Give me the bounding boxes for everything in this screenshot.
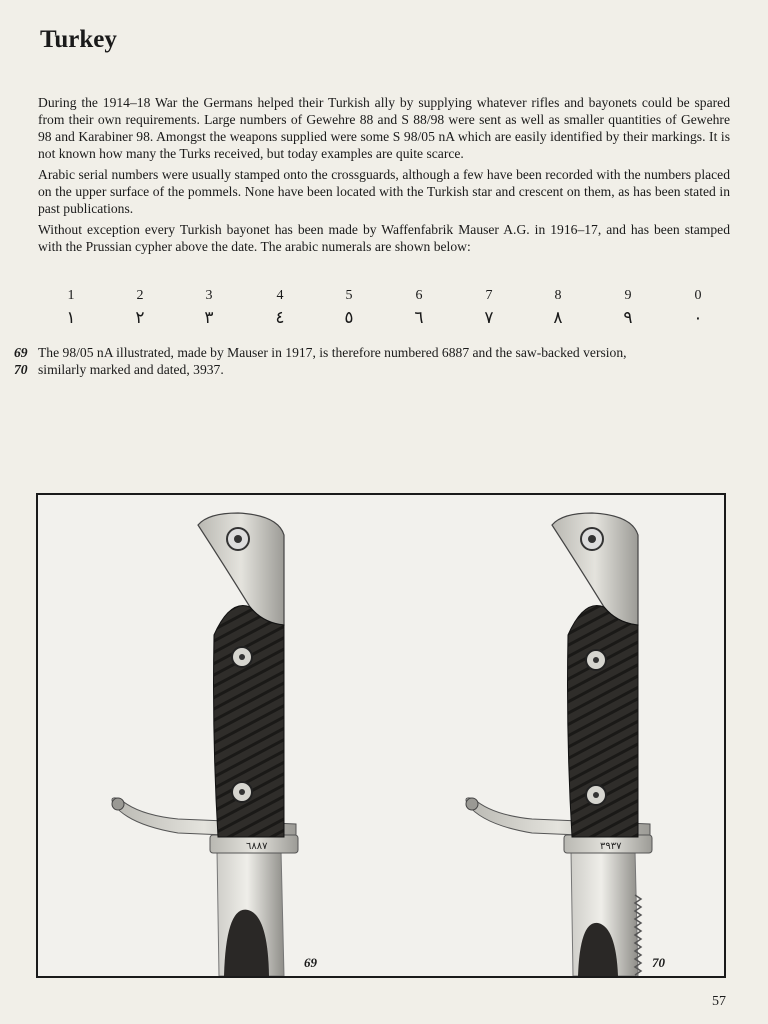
bayonet-70 bbox=[466, 513, 652, 976]
bayonet-photograph bbox=[36, 493, 726, 978]
numeral-table bbox=[40, 288, 720, 328]
caption-text: The 98/05 nA illustrated, made by Mauser in 1917, is therefore numbered 6887 and the saw-backed version, bbox=[38, 345, 627, 360]
western-numeral: 2 bbox=[136, 288, 144, 303]
caption-figure-number: 69 bbox=[14, 345, 28, 360]
caption-figure-number: 70 bbox=[14, 362, 28, 377]
arabic-numeral: ١ bbox=[66, 308, 76, 328]
body-text bbox=[38, 94, 730, 259]
arabic-numeral: ٣ bbox=[204, 308, 214, 328]
arabic-numeral: ٥ bbox=[344, 308, 354, 328]
arabic-numeral: ٢ bbox=[135, 308, 145, 328]
paragraph: Without exception every Turkish bayonet has been made by Waffenfabrik Mauser A.G. in 1916–17, and has been stamped with the Prussian cypher above the date. The arabic numerals are shown below: bbox=[38, 222, 730, 254]
western-numeral: 7 bbox=[485, 288, 493, 303]
western-numeral: 9 bbox=[624, 288, 632, 303]
arabic-numerals-row bbox=[40, 308, 720, 328]
paragraph: Arabic serial numbers were usually stamped onto the crossguards, although a few have been recorded with the numbers placed on the upper surface of the pommels. None have been located with the Turkish star and crescent on them, as has been stated in past publications. bbox=[38, 167, 730, 216]
figure-caption bbox=[14, 344, 730, 378]
arabic-numeral: ٩ bbox=[623, 308, 633, 328]
figure-label: 69 bbox=[304, 955, 317, 970]
caption-line bbox=[14, 361, 730, 378]
figure-label: 70 bbox=[652, 955, 665, 970]
western-numeral: 5 bbox=[345, 288, 353, 303]
bayonet-69 bbox=[112, 513, 298, 976]
crossguard-marking: ٣٩٣٧ bbox=[600, 841, 622, 852]
page-title: Turkey bbox=[40, 26, 117, 53]
paragraph: During the 1914–18 War the Germans helped their Turkish ally by supplying whatever rifles and bayonets could be spared from their own requirements. Large numbers of Gewehre 88 and S 88/98 were sent as well as smaller quantities of Gewehre 98 and Karabiner 98. Amongst the weapons supplied were some S 98/05 nA which are easily identified by their markings. It is not known how many the Turks received, but today examples are quite scarce. bbox=[38, 95, 730, 161]
western-numerals-row bbox=[40, 288, 720, 308]
western-numeral: 0 bbox=[694, 288, 702, 303]
crossguard-marking: ٦٨٨٧ bbox=[246, 841, 268, 852]
western-numeral: 1 bbox=[67, 288, 75, 303]
arabic-numeral: ٨ bbox=[553, 308, 563, 328]
western-numeral: 8 bbox=[554, 288, 562, 303]
western-numeral: 6 bbox=[415, 288, 423, 303]
arabic-numeral: ٧ bbox=[484, 308, 494, 328]
arabic-numeral: ٠ bbox=[693, 308, 703, 328]
arabic-numeral: ٤ bbox=[275, 308, 285, 328]
caption-line bbox=[14, 344, 730, 361]
arabic-numeral: ٦ bbox=[414, 308, 424, 328]
caption-text: similarly marked and dated, 3937. bbox=[38, 362, 224, 377]
western-numeral: 3 bbox=[205, 288, 213, 303]
western-numeral: 4 bbox=[276, 288, 284, 303]
bayonet-illustration bbox=[38, 495, 724, 976]
page-number: 57 bbox=[712, 994, 726, 1009]
